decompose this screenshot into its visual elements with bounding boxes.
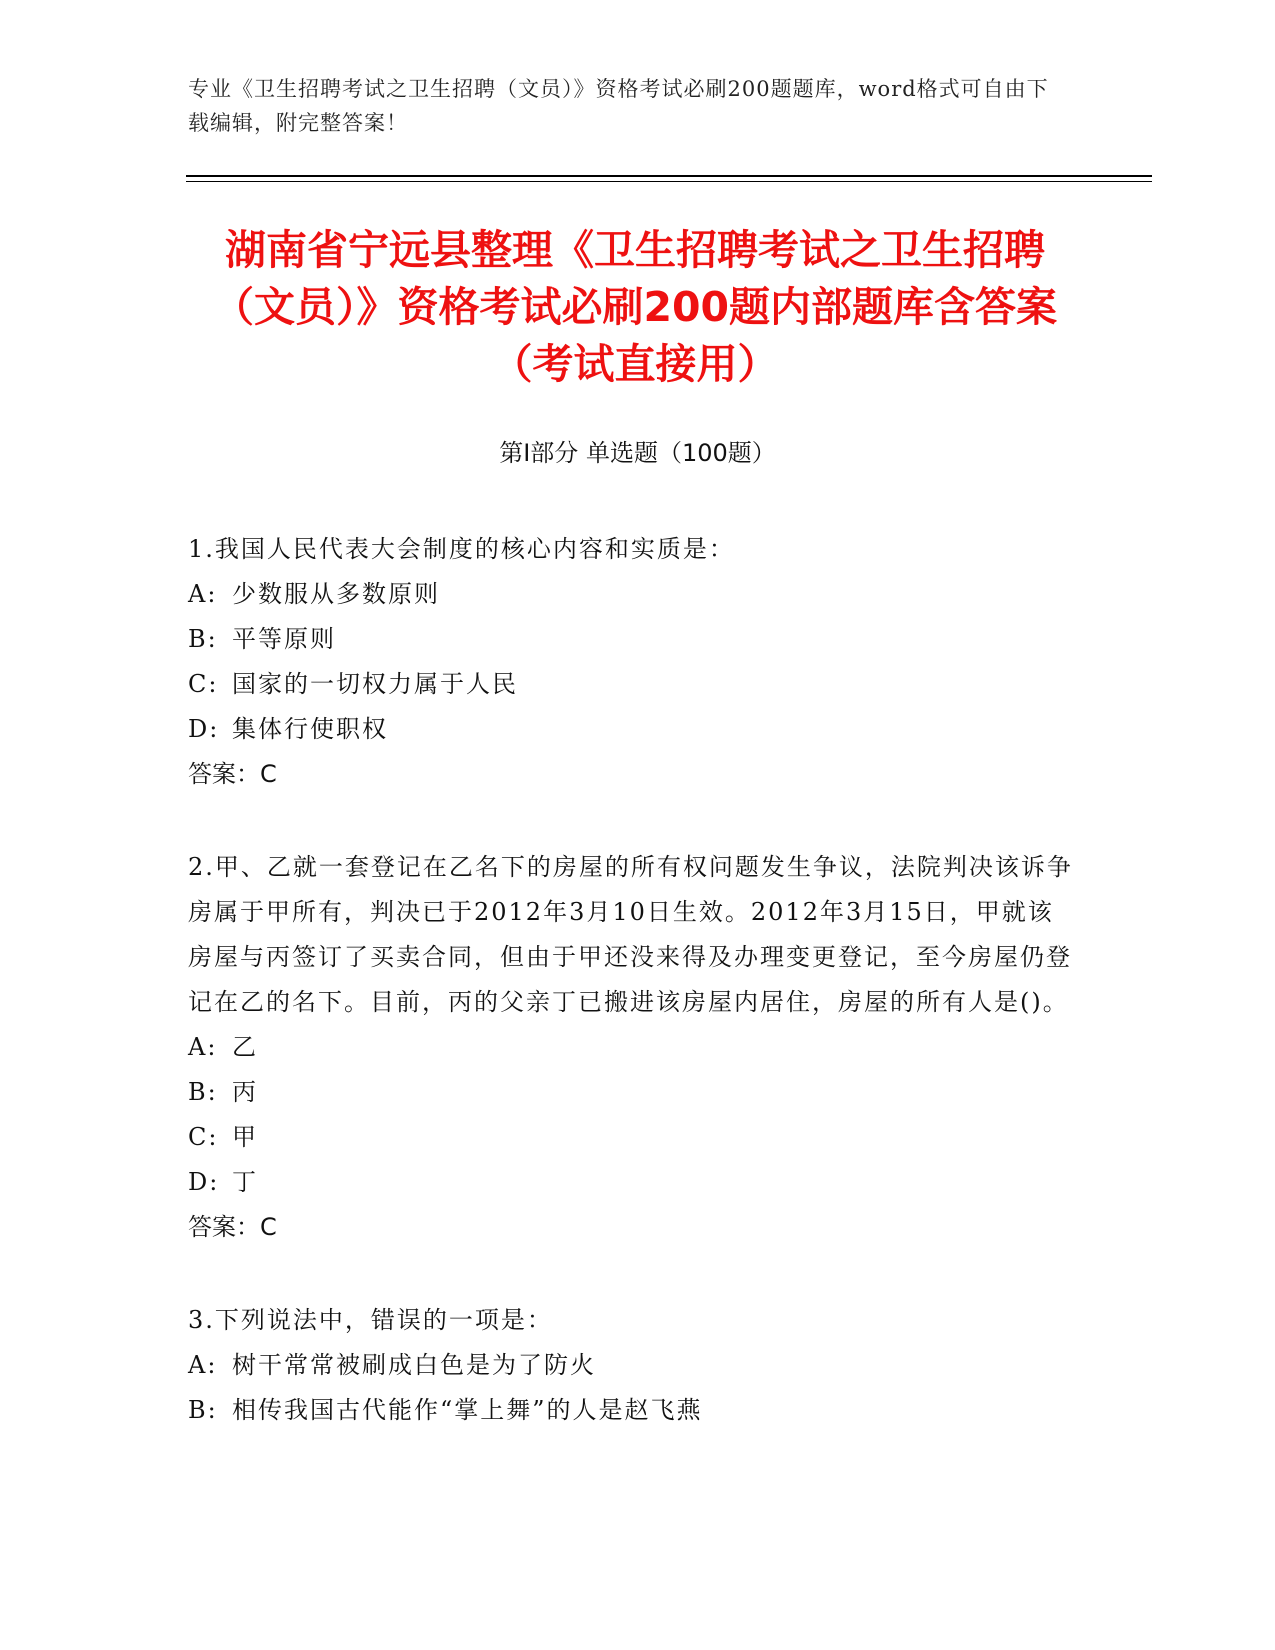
option-text: 集体行使职权 [232,715,388,743]
document-title: 湖南省宁远县整理《卫生招聘考试之卫生招聘（文员）》资格考试必刷200题内部题库含答案（考试直接用） [212,226,1058,388]
question-stem: 1.我国人民代表大会制度的核心内容和实质是： [188,535,735,563]
option-key: B: [188,1078,218,1106]
option-key: A: [188,580,218,608]
question-stem: 3.下列说法中，错误的一项是： [188,1306,553,1334]
option-text: 甲 [232,1123,258,1151]
header-note: 专业《卫生招聘考试之卫生招聘（文员）》资格考试必刷200题题库，word格式可自由下载编辑，附完整答案！ [188,77,1049,135]
option-d [188,707,1078,752]
question-stem: 2.甲、乙就一套登记在乙名下的房屋的所有权问题发生争议，法院判决该诉争房属于甲所有，判决已于2012年3月10日生效。2012年3月15日，甲就该房屋与丙签订了买卖合同，但由于甲还没来得及办理变更登记，至今房屋仍登记在乙的名下。目前，丙的父亲丁已搬进该房屋内居住，房屋的所有人是()。 [188,853,1073,1016]
option-key: B: [188,625,218,653]
question-3 [188,1298,1078,1433]
option-text: 少数服从多数原则 [232,580,440,608]
option-b [188,1070,1078,1115]
option-key: D: [188,715,220,743]
option-a [188,1025,1078,1070]
option-c [188,1115,1078,1160]
option-text: 树干常常被刷成白色是为了防火 [232,1351,596,1379]
answer-line: 答案：C [188,1213,277,1241]
option-text: 相传我国古代能作“掌上舞”的人是赵飞燕 [232,1396,703,1424]
option-text: 平等原则 [232,625,336,653]
section-heading: 第Ⅰ部分 单选题（100题） [499,439,776,467]
option-a [188,1343,1078,1388]
option-key: C: [188,1123,219,1151]
option-text: 丁 [232,1168,258,1196]
header-divider-thick [186,175,1152,177]
option-text: 丙 [232,1078,258,1106]
question-2 [188,845,1078,1250]
question-list [188,527,1078,1481]
option-key: A: [188,1033,218,1061]
answer-line: 答案：C [188,760,277,788]
option-key: B: [188,1396,218,1424]
option-text: 国家的一切权力属于人民 [232,670,518,698]
option-a [188,572,1078,617]
option-text: 乙 [232,1033,258,1061]
option-key: D: [188,1168,220,1196]
option-b [188,1388,1078,1433]
option-b [188,617,1078,662]
option-c [188,662,1078,707]
option-key: A: [188,1351,218,1379]
option-d [188,1160,1078,1205]
question-1 [188,527,1078,797]
header-divider-thin [186,181,1152,182]
option-key: C: [188,670,219,698]
